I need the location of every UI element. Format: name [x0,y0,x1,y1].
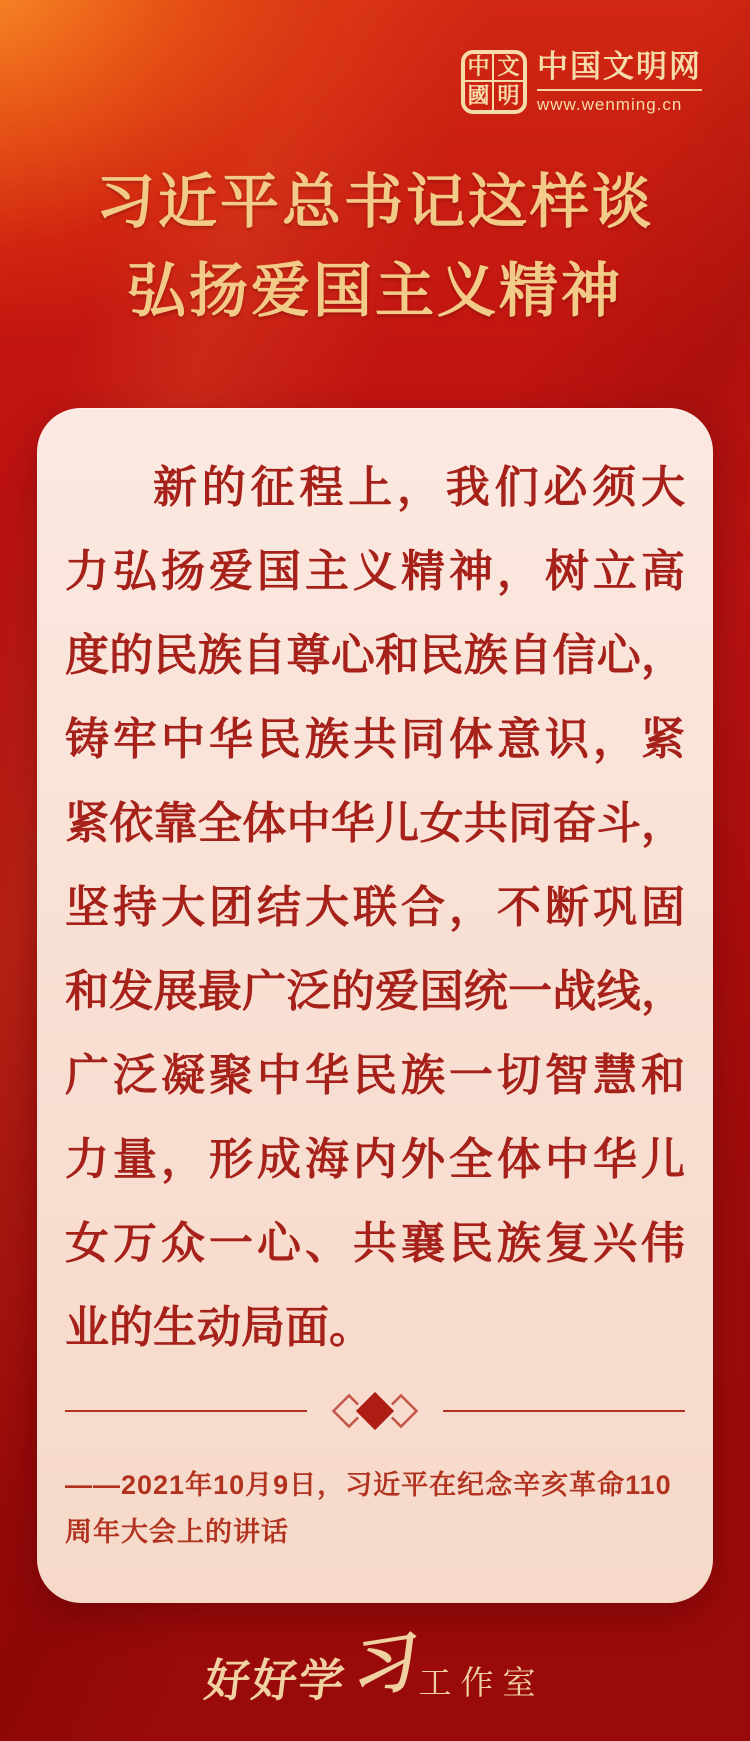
page-title [0,158,750,336]
site-brand [461,50,702,115]
studio-logo-bold-part: 好好学 [202,1655,350,1706]
quote-line: 业的生动局面。 [65,1302,373,1353]
quote-line: 和发展最广泛的爱国统一战线， [65,966,685,1017]
site-url: www.wenming.cn [537,95,683,114]
quote-line: 铸牢中华民族共同体意识，紧 [65,714,685,765]
divider-rule-right [443,1410,685,1412]
site-name: 中国文明网 [537,49,702,84]
seal-char: 中 [465,54,494,82]
quote-line: 紧依靠全体中华儿女共同奋斗， [65,798,685,849]
brand-divider-line [537,89,702,91]
page-title-line2: 弘扬爱国主义精神 [126,258,623,324]
seal-char: 國 [465,82,494,110]
divider-rule-left [65,1410,307,1412]
wenming-seal-icon [461,50,527,114]
quote-attribution: ——2021年10月9日，习近平在纪念辛亥革命110周年大会上的讲话 [65,1470,672,1547]
studio-logo [0,1624,750,1709]
quote-text [65,446,685,1370]
quote-line: 女万众一心、共襄民族复兴伟 [65,1218,685,1269]
quote-card [37,408,713,1603]
quote-line: 坚持大团结大联合，不断巩固 [65,882,685,933]
quote-line: 力弘扬爱国主义精神，树立高 [65,546,685,597]
page-title-line1: 习近平总书记这样谈 [95,169,654,235]
quote-line: 度的民族自尊心和民族自信心， [65,630,685,681]
quote-line: 广泛凝聚中华民族一切智慧和 [65,1050,685,1101]
studio-logo-suffix: 工作室 [418,1664,545,1701]
seal-char: 文 [494,54,523,82]
quote-line: 力量，形成海内外全体中华儿 [65,1134,685,1185]
quote-line: 新的征程上，我们必须大 [153,462,685,513]
site-brand-text [537,50,702,115]
diamond-ornament-icon [309,1388,441,1434]
studio-logo-brush-character: 习 [342,1624,418,1709]
seal-char: 明 [497,83,520,109]
ornament-divider [65,1388,685,1434]
